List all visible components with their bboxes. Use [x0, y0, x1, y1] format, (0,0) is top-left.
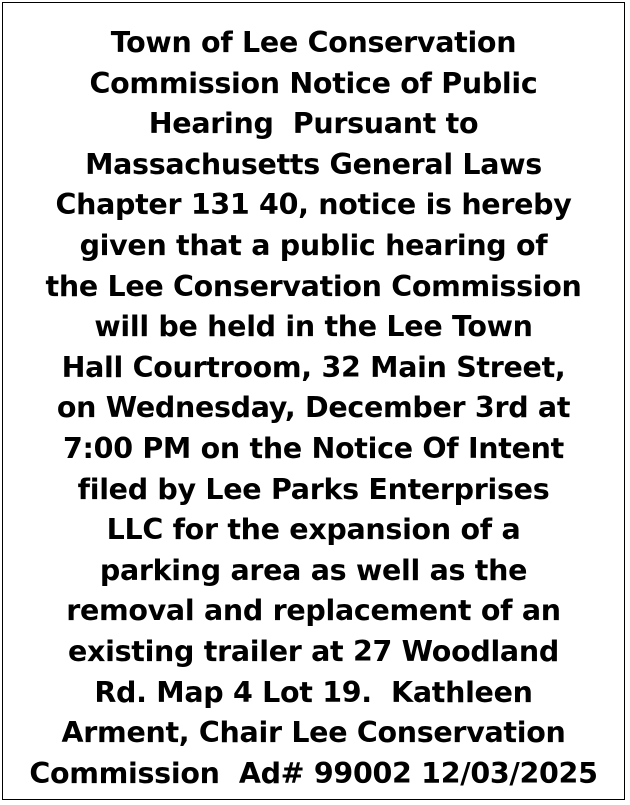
notice-body: [3, 23, 624, 794]
notice-line: LLC for the expansion of a: [106, 513, 521, 547]
notice-line: Hearing Pursuant to: [148, 107, 479, 141]
notice-line: Arment, Chair Lee Conservation: [61, 716, 566, 750]
notice-line: given that a public hearing of: [79, 228, 548, 262]
notice-line: will be held in the Lee Town: [94, 310, 533, 344]
notice-line: Massachusetts General Laws: [85, 147, 542, 181]
public-notice-ad: [2, 2, 625, 800]
notice-line: Chapter 131 40, notice is hereby: [55, 188, 572, 222]
notice-line: on Wednesday, December 3rd at: [56, 391, 571, 425]
notice-line: Town of Lee Conservation: [110, 26, 517, 59]
notice-line: 7:00 PM on the Notice Of Intent: [63, 431, 564, 465]
notice-line: removal and replacement of an: [66, 594, 561, 628]
notice-line: Rd. Map 4 Lot 19. Kathleen: [94, 675, 533, 709]
notice-line: parking area as well as the: [99, 553, 528, 587]
notice-line: existing trailer at 27 Woodland: [68, 634, 559, 668]
notice-line: Commission Notice of Public: [89, 66, 538, 100]
notice-line: Commission Ad# 99002 12/03/2025: [29, 756, 598, 790]
notice-line: Hall Courtroom, 32 Main Street,: [61, 350, 566, 384]
notice-line: filed by Lee Parks Enterprises: [77, 472, 550, 506]
notice-line: the Lee Conservation Commission: [45, 269, 582, 303]
